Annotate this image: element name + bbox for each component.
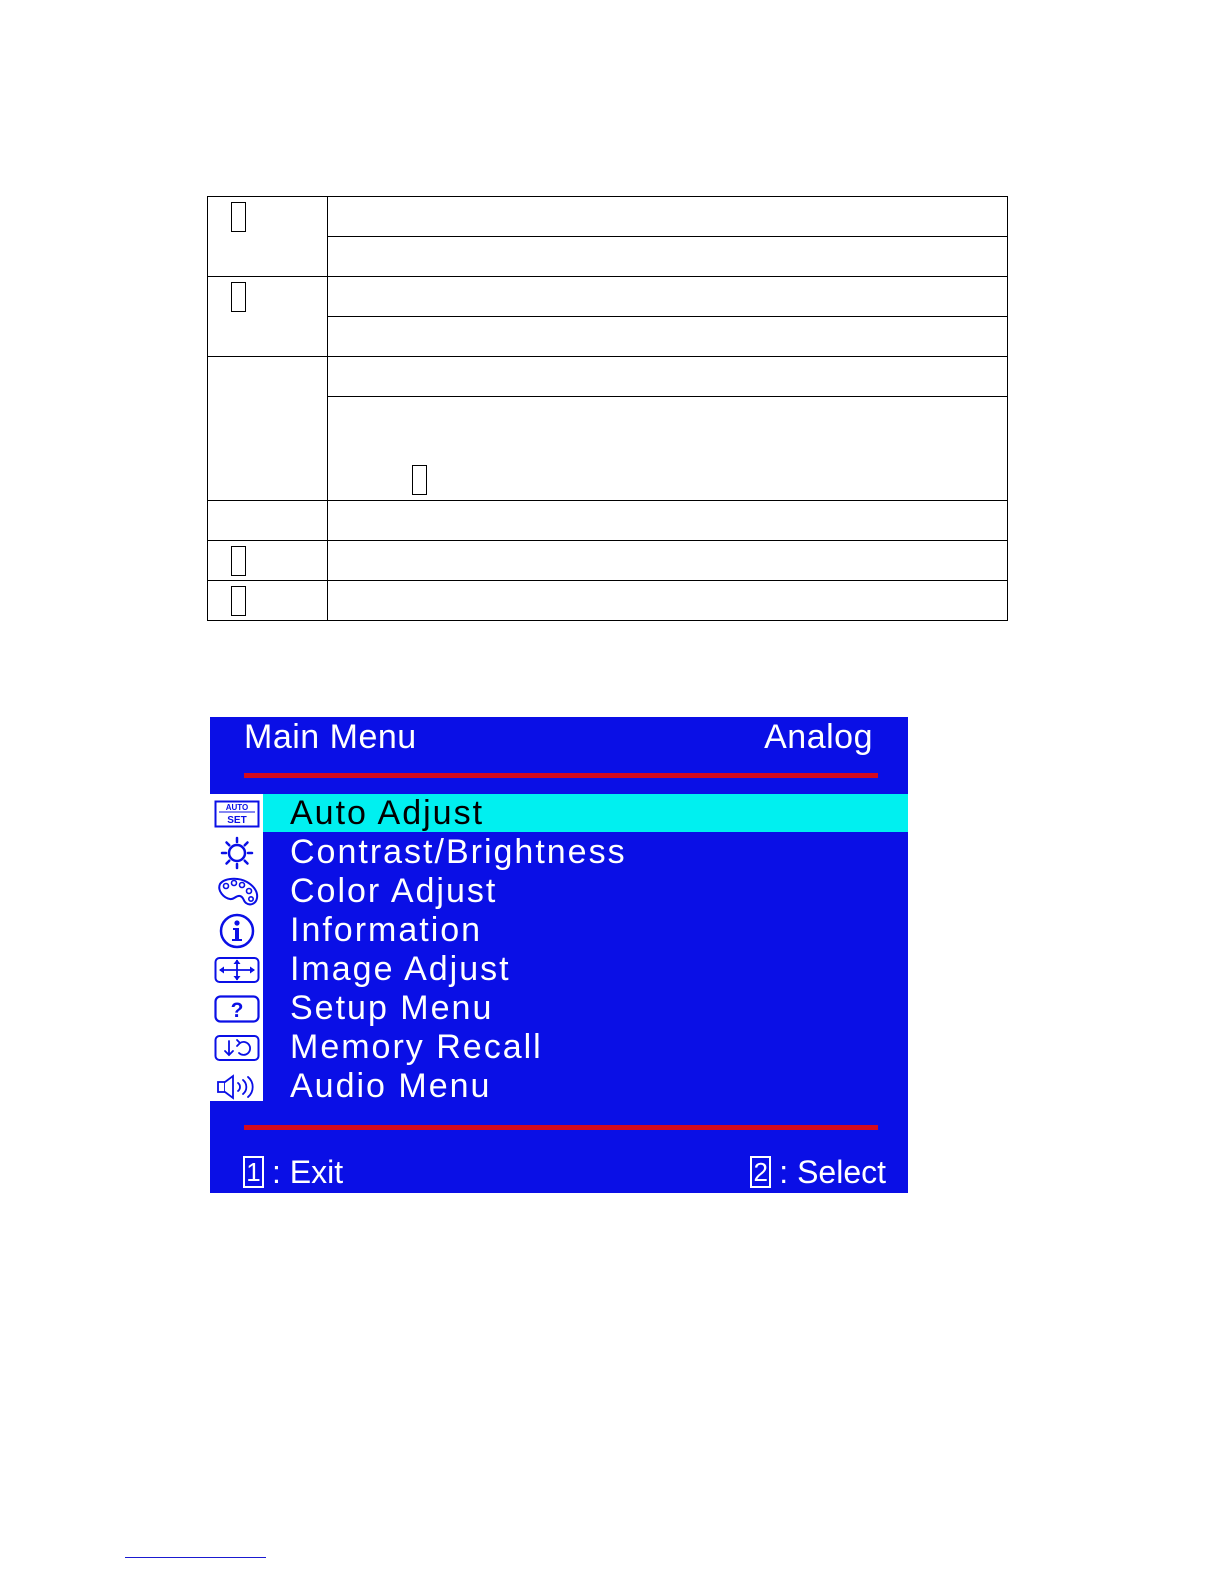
description-cell: [328, 581, 1008, 621]
control-key-table: [207, 196, 1008, 621]
menu-item-setup-menu[interactable]: Setup Menu: [290, 989, 494, 1027]
key-cell-2: [208, 277, 328, 357]
description-cell: [328, 357, 1008, 397]
palette-icon[interactable]: [210, 872, 263, 911]
move-arrows-icon[interactable]: [210, 950, 263, 989]
sun-icon[interactable]: [210, 833, 263, 872]
key-glyph-icon: [231, 202, 246, 232]
description-cell: [328, 317, 1008, 357]
key-cell-4: [208, 501, 328, 541]
signal-mode: Analog: [764, 718, 873, 756]
menu-item-audio-menu[interactable]: Audio Menu: [290, 1067, 492, 1105]
description-cell: [328, 277, 1008, 317]
divider: [244, 1125, 878, 1130]
key-glyph-icon: [412, 465, 427, 495]
key-cell-6: [208, 581, 328, 621]
divider: [244, 773, 878, 778]
description-cell: [328, 501, 1008, 541]
description-cell: [328, 397, 1008, 501]
description-cell: [328, 237, 1008, 277]
select-label: : Select: [779, 1154, 886, 1190]
question-mark: ?: [230, 998, 243, 1022]
info-icon[interactable]: [210, 911, 263, 950]
menu-item-information[interactable]: Information: [290, 911, 483, 949]
exit-hint[interactable]: [243, 1153, 343, 1191]
exit-label: : Exit: [272, 1154, 344, 1190]
auto-set-icon[interactable]: [210, 794, 263, 833]
osd-title: Main Menu: [244, 718, 417, 756]
icon-strip: [210, 794, 263, 1101]
key-cell-1: [208, 197, 328, 277]
key-cell-5: [208, 541, 328, 581]
key-glyph-icon: [231, 546, 246, 576]
speaker-icon[interactable]: [210, 1067, 263, 1106]
menu-item-color-adjust[interactable]: Color Adjust: [290, 872, 498, 910]
menu-item-memory-recall[interactable]: Memory Recall: [290, 1028, 543, 1066]
description-cell: [328, 541, 1008, 581]
key-1-icon: 1: [243, 1156, 264, 1188]
select-hint[interactable]: [750, 1153, 886, 1191]
key-cell-3: [208, 357, 328, 501]
recall-icon[interactable]: [210, 1028, 263, 1067]
question-icon[interactable]: [210, 989, 263, 1028]
auto-set-line1: AUTO: [225, 802, 248, 812]
footnote-rule: [125, 1557, 266, 1558]
osd-main-menu: [210, 717, 908, 1193]
key-glyph-icon: [231, 586, 246, 616]
menu-item-contrast-brightness[interactable]: Contrast/Brightness: [290, 833, 627, 871]
menu-item-image-adjust[interactable]: Image Adjust: [290, 950, 511, 988]
key-glyph-icon: [231, 282, 246, 312]
auto-set-line2: SET: [226, 814, 247, 826]
key-2-icon: 2: [750, 1156, 771, 1188]
menu-item-auto-adjust[interactable]: Auto Adjust: [263, 794, 908, 832]
description-cell: [328, 197, 1008, 237]
